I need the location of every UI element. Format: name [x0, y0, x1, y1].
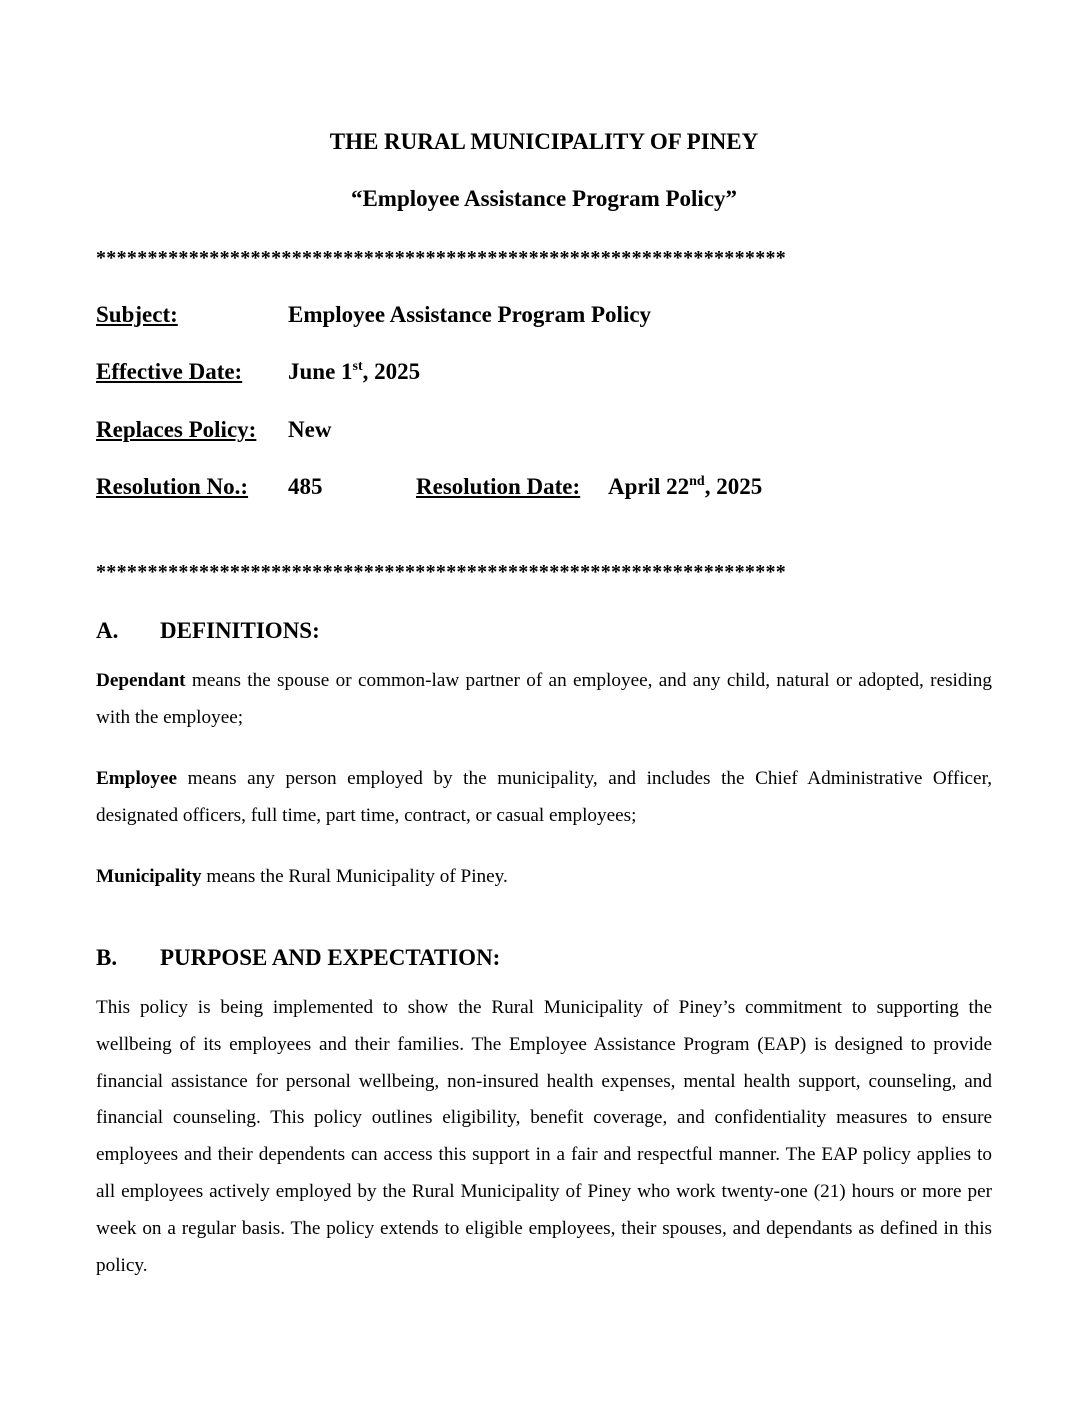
resolution-date-value: April 22nd, 2025: [608, 474, 763, 499]
replaces-policy-label: Replaces Policy:: [96, 417, 257, 442]
effective-date-value: June 1st, 2025: [288, 359, 421, 384]
dependant-term: Dependant: [96, 670, 186, 691]
section-b-letter: B.: [96, 945, 118, 970]
section-a-letter: A.: [96, 618, 119, 643]
definition-dependant: [96, 663, 992, 737]
separator-top: *******************************************************************: [96, 247, 787, 269]
dependant-text: means the spouse or common-law partner of an employee, and any child, natural or adopted, residing with the employee;: [96, 670, 992, 728]
municipality-term: Municipality: [96, 866, 202, 887]
purpose-paragraph: This policy is being implemented to show the Rural Municipality of Piney’s commitment to supporting the wellbeing of its employees and their families. The Employee Assistance Program (EAP) is designed to provide financial assistance for personal wellbeing, non-insured health expenses, mental health support, counseling, and financial counseling. This policy outlines eligibility, benefit coverage, and confidentiality measures to ensure employees and their dependents can access this support in a fair and respectful manner. The EAP policy applies to all employees actively employed by the Rural Municipality of Piney who work twenty-one (21) hours or more per week on a regular basis. The policy extends to eligible employees, their spouses, and dependants as defined in this policy.: [96, 997, 992, 1276]
replaces-policy-value: New: [288, 417, 332, 442]
resolution-no-value: 485: [288, 474, 323, 499]
section-b-title: PURPOSE AND EXPECTATION:: [160, 945, 501, 970]
resolution-date-label: Resolution Date:: [416, 474, 581, 499]
employee-term: Employee: [96, 768, 178, 789]
section-a-title: DEFINITIONS:: [160, 618, 320, 643]
separator-bottom: *******************************************************************: [96, 561, 787, 583]
definition-municipality: [96, 859, 992, 896]
subject-label: Subject:: [96, 302, 178, 327]
document-title: THE RURAL MUNICIPALITY OF PINEY: [329, 129, 759, 154]
effective-date-label: Effective Date:: [96, 359, 243, 384]
employee-text: means any person employed by the municipality, and includes the Chief Administrative Officer, designated officers, full time, part time, contract, or casual employees;: [96, 768, 992, 826]
subject-value: Employee Assistance Program Policy: [288, 302, 652, 327]
document-subtitle: “Employee Assistance Program Policy”: [350, 186, 738, 211]
definition-employee: [96, 761, 992, 835]
resolution-no-label: Resolution No.:: [96, 474, 249, 499]
municipality-text: means the Rural Municipality of Piney.: [201, 866, 508, 887]
